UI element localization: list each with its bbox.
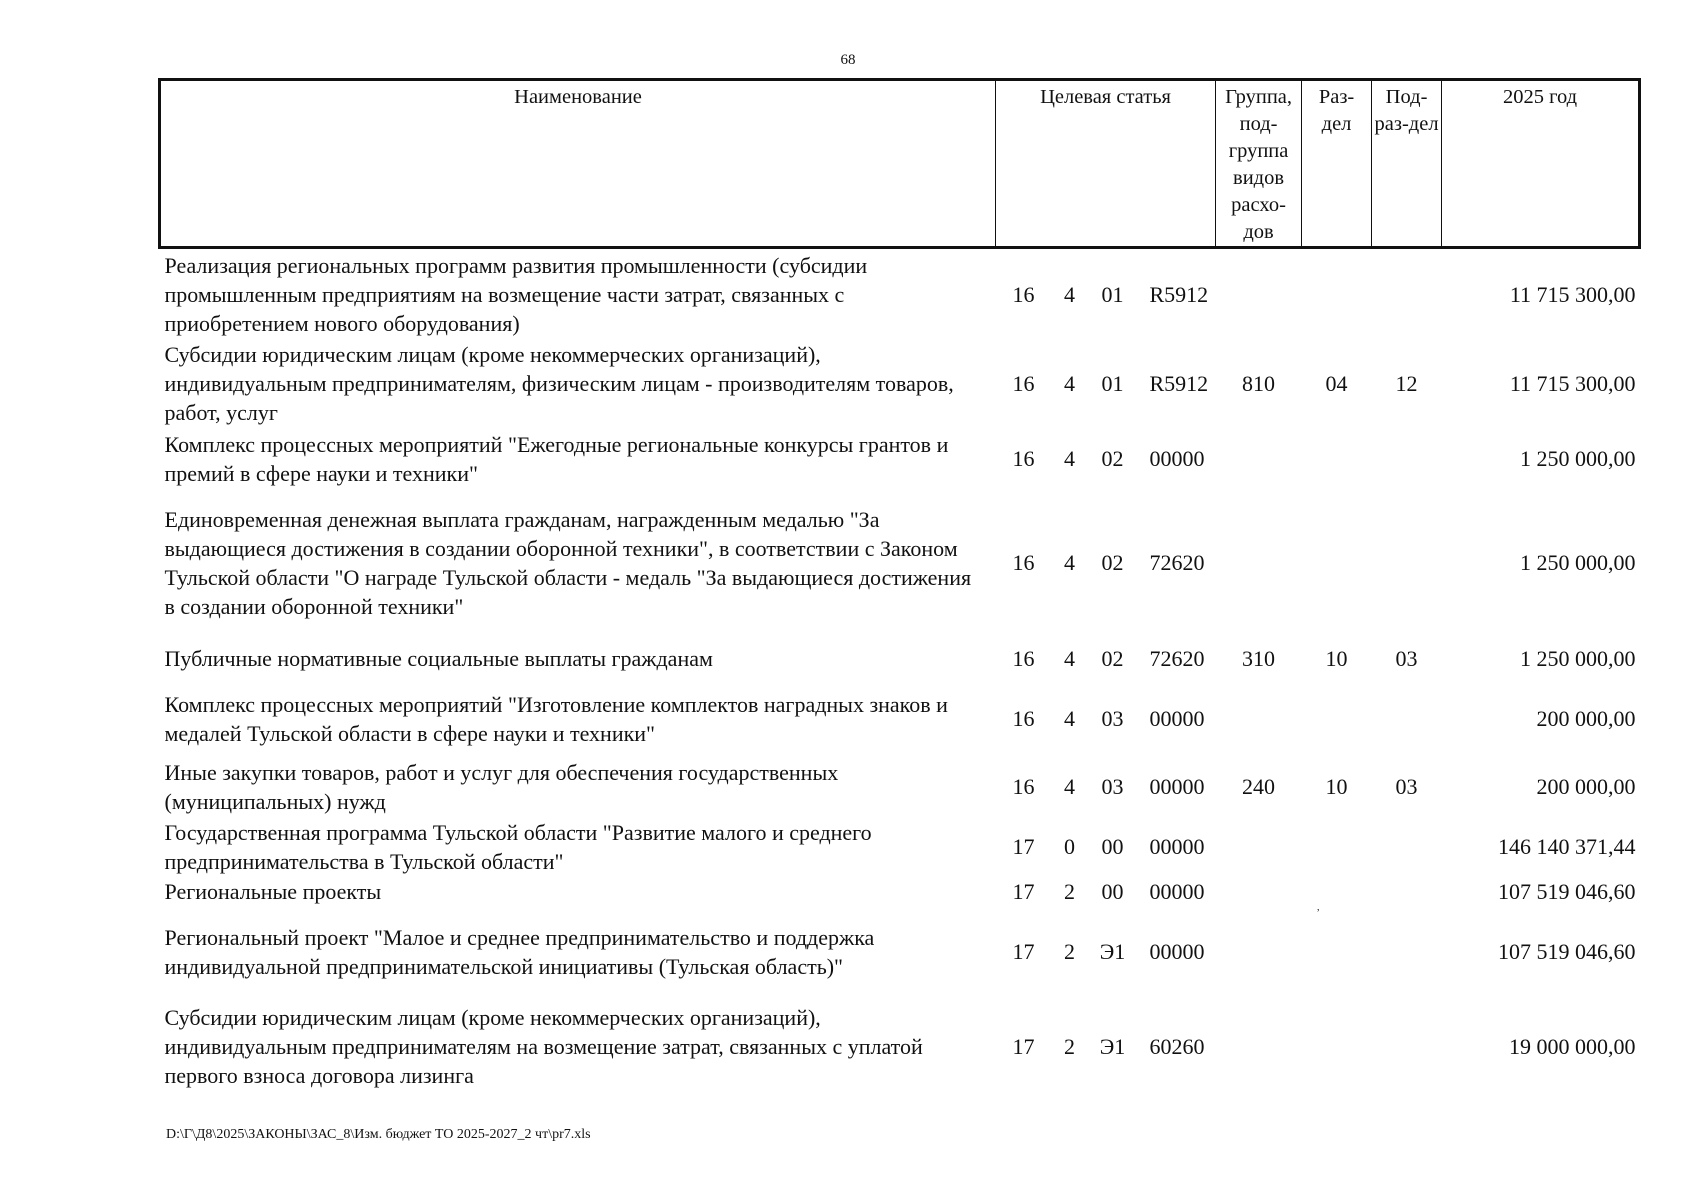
target-event-code: 00 xyxy=(1101,879,1124,904)
row-name: Иные закупки товаров, работ и услуг для обеспечения государственных (муниципальных) нужд xyxy=(164,759,839,814)
expense-group-code: 240 xyxy=(1242,774,1276,799)
target-subprogram-code: 2 xyxy=(1064,939,1075,964)
target-direction-code: 60260 xyxy=(1149,1034,1205,1059)
target-direction-code: 72620 xyxy=(1149,646,1205,671)
target-program-code: 16 xyxy=(1012,446,1035,471)
expense-group-code xyxy=(1216,908,1302,996)
subsection-code: 03 xyxy=(1395,774,1418,799)
row-name: Государственная программа Тульской области "Развитие малого и среднего предпринимательства в Тульской области" xyxy=(164,819,872,874)
table-row xyxy=(160,996,1640,1098)
amount-2025: 107 519 046,60 xyxy=(1498,939,1636,964)
subsection-code xyxy=(1372,428,1442,490)
section-code xyxy=(1302,428,1372,490)
target-event-code: 02 xyxy=(1101,550,1124,575)
row-name: Региональный проект "Малое и среднее предпринимательство и поддержка индивидуальной предпринимательской инициативы (Тульская область)" xyxy=(164,924,875,979)
section-code xyxy=(1302,996,1372,1098)
target-event-code: 03 xyxy=(1101,706,1124,731)
expense-group-code xyxy=(1216,818,1302,876)
subsection-code xyxy=(1372,908,1442,996)
table-row xyxy=(160,876,1640,908)
row-name: Комплекс процессных мероприятий "Изготовление комплектов наградных знаков и медалей Тульской области в сфере науки и техники" xyxy=(164,691,948,746)
target-program-code: 16 xyxy=(1012,281,1035,307)
target-program-code: 16 xyxy=(1012,646,1035,671)
amount-2025: 1 250 000,00 xyxy=(1520,646,1636,671)
section-code xyxy=(1302,818,1372,876)
target-event-code: 01 xyxy=(1101,371,1124,396)
target-program-code: 17 xyxy=(1012,879,1035,904)
section-code: 04 xyxy=(1325,371,1348,396)
table-header-row xyxy=(160,80,1640,248)
subsection-code: 12 xyxy=(1395,371,1418,396)
amount-2025: 1 250 000,00 xyxy=(1520,446,1636,471)
target-direction-code: 00000 xyxy=(1149,939,1205,964)
header-expense-group: Группа, под-группа видов расхо-дов xyxy=(1216,80,1302,248)
target-subprogram-code: 2 xyxy=(1064,879,1075,904)
target-event-code: Э1 xyxy=(1099,1034,1126,1059)
expense-group-code xyxy=(1216,248,1302,340)
row-name: Комплекс процессных мероприятий "Ежегодные региональные конкурсы грантов и премий в сфере науки и техники" xyxy=(164,431,949,486)
target-subprogram-code: 4 xyxy=(1064,550,1075,575)
expense-group-code xyxy=(1216,490,1302,636)
target-direction-code: 00000 xyxy=(1149,834,1205,859)
target-program-code: 17 xyxy=(1012,939,1035,964)
subsection-code xyxy=(1372,996,1442,1098)
table-row xyxy=(160,756,1640,818)
header-section: Раз-дел xyxy=(1302,80,1372,248)
header-name: Наименование xyxy=(160,80,996,248)
subsection-code xyxy=(1372,818,1442,876)
target-subprogram-code: 4 xyxy=(1064,646,1075,671)
section-code: 10 xyxy=(1325,774,1348,799)
subsection-code xyxy=(1372,248,1442,340)
header-year: 2025 год xyxy=(1442,80,1640,248)
target-subprogram-code: 4 xyxy=(1064,371,1075,396)
section-code xyxy=(1302,490,1372,636)
table-row xyxy=(160,490,1640,636)
amount-2025: 200 000,00 xyxy=(1536,706,1636,731)
expense-group-code xyxy=(1216,682,1302,756)
target-event-code: 01 xyxy=(1101,281,1124,307)
table-row xyxy=(160,682,1640,756)
target-subprogram-code: 2 xyxy=(1064,1034,1075,1059)
target-direction-code: 00000 xyxy=(1149,774,1205,799)
target-event-code: 00 xyxy=(1101,834,1124,859)
expense-group-code xyxy=(1216,428,1302,490)
expense-group-code xyxy=(1216,996,1302,1098)
table-row xyxy=(160,818,1640,876)
subsection-code xyxy=(1372,876,1442,908)
target-subprogram-code: 0 xyxy=(1064,834,1075,859)
table-row xyxy=(160,428,1640,490)
header-subsection: Под-раз-дел xyxy=(1372,80,1442,248)
amount-2025: 146 140 371,44 xyxy=(1498,834,1636,859)
table-row xyxy=(160,248,1640,340)
file-path-footer: D:\Г\Д8\2025\ЗАКОНЫ\ЗАС_8\Изм. бюджет ТО 2025-2027_2 чт\pr7.xls xyxy=(166,1127,591,1142)
section-code: 10 xyxy=(1325,646,1348,671)
stray-mark: , xyxy=(1317,902,1320,913)
expense-group-code xyxy=(1216,876,1302,908)
page-number: 68 xyxy=(840,52,856,68)
target-program-code: 16 xyxy=(1012,706,1035,731)
target-event-code: 03 xyxy=(1101,774,1124,799)
target-event-code: Э1 xyxy=(1099,939,1126,964)
target-direction-code: 00000 xyxy=(1149,706,1205,731)
target-program-code: 16 xyxy=(1012,774,1035,799)
row-name: Субсидии юридическим лицам (кроме некоммерческих организаций), индивидуальным предпринимателям на возмещение затрат, связанных с уплатой первого взноса договора лизинга xyxy=(164,1005,923,1088)
target-direction-code: R5912 xyxy=(1149,371,1209,396)
target-program-code: 16 xyxy=(1012,550,1035,575)
target-direction-code: R5912 xyxy=(1149,281,1209,307)
section-code xyxy=(1302,908,1372,996)
subsection-code xyxy=(1372,682,1442,756)
target-direction-code: 00000 xyxy=(1149,446,1205,471)
target-subprogram-code: 4 xyxy=(1064,774,1075,799)
table-row xyxy=(160,340,1640,428)
row-name: Единовременная денежная выплата гражданам, награжденным медалью "За выдающиеся достижения в создании оборонной техники", в соответствии с Законом Тульской области "О награде Тульской области - медаль "За выдающиеся достижения в создании оборонной техники" xyxy=(164,506,972,619)
section-code xyxy=(1302,682,1372,756)
target-direction-code: 00000 xyxy=(1149,879,1205,904)
target-program-code: 17 xyxy=(1012,1034,1035,1059)
subsection-code xyxy=(1372,490,1442,636)
row-name: Субсидии юридическим лицам (кроме некоммерческих организаций), индивидуальным предпринимателям, физическим лицам - производителям товаров, работ, услуг xyxy=(164,342,954,425)
target-subprogram-code: 4 xyxy=(1064,706,1075,731)
target-program-code: 17 xyxy=(1012,834,1035,859)
amount-2025: 11 715 300,00 xyxy=(1509,371,1636,396)
expense-group-code: 310 xyxy=(1242,646,1276,671)
target-direction-code: 72620 xyxy=(1149,550,1205,575)
amount-2025: 19 000 000,00 xyxy=(1509,1034,1636,1059)
target-subprogram-code: 4 xyxy=(1064,281,1075,307)
row-name: Публичные нормативные социальные выплаты гражданам xyxy=(164,646,713,671)
expense-group-code: 810 xyxy=(1242,371,1276,396)
section-code xyxy=(1302,876,1372,908)
target-program-code: 16 xyxy=(1012,371,1035,396)
table-row xyxy=(160,636,1640,682)
header-target-article: Целевая статья xyxy=(996,80,1216,248)
row-name: Региональные проекты xyxy=(164,879,382,904)
table-row xyxy=(160,908,1640,996)
target-event-code: 02 xyxy=(1101,646,1124,671)
section-code xyxy=(1302,248,1372,340)
subsection-code: 03 xyxy=(1395,646,1418,671)
amount-2025: 11 715 300,00 xyxy=(1509,281,1636,307)
budget-table xyxy=(158,78,1641,1098)
row-name: Реализация региональных программ развития промышленности (субсидии промышленным предприятиям на возмещение части затрат, связанных с приобретением нового оборудования) xyxy=(164,252,868,336)
amount-2025: 200 000,00 xyxy=(1536,774,1636,799)
amount-2025: 107 519 046,60 xyxy=(1498,879,1636,904)
target-event-code: 02 xyxy=(1101,446,1124,471)
target-subprogram-code: 4 xyxy=(1064,446,1075,471)
amount-2025: 1 250 000,00 xyxy=(1520,550,1636,575)
